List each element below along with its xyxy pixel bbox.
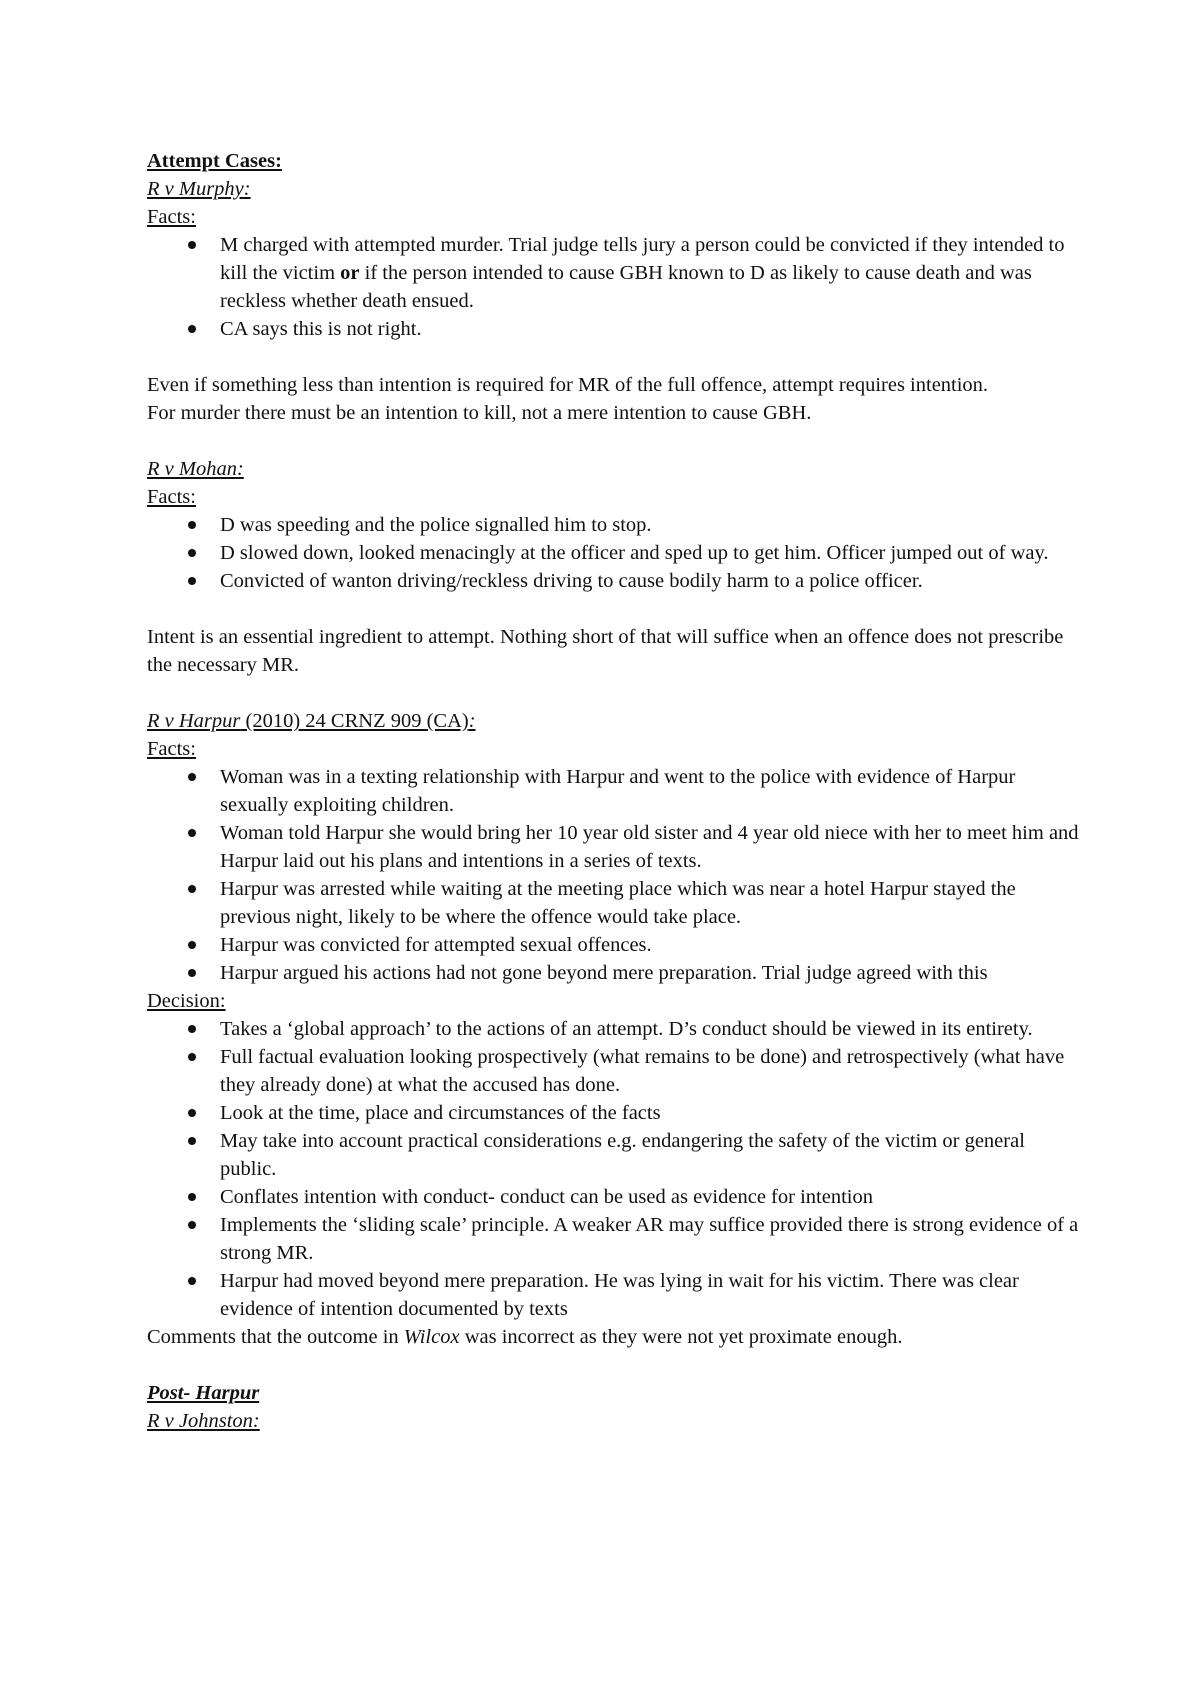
case-heading-johnston: R v Johnston: <box>147 1410 260 1432</box>
list-item: Woman was in a texting relationship with Harpur and went to the police with evidence of Harpur sexually exploiting children. <box>147 763 1080 819</box>
list-item: CA says this is not right. <box>147 315 1080 343</box>
list-item: Harpur was arrested while waiting at the meeting place which was near a hotel Harpur stayed the previous night, likely to be where the offence would take place. <box>147 875 1080 931</box>
paragraph: Intent is an essential ingredient to attempt. Nothing short of that will suffice when an offence does not prescribe the necessary MR. <box>147 626 1064 676</box>
decision-label: Decision: <box>147 990 226 1012</box>
post-harpur-section <box>147 1379 1080 1435</box>
facts-list <box>147 511 1080 595</box>
case-heading-harpur: R v Harpur (2010) 24 CRNZ 909 (CA): <box>147 710 476 732</box>
list-item: Full factual evaluation looking prospectively (what remains to be done) and retrospectively (what have they already done) at what the accused has done. <box>147 1043 1080 1099</box>
list-item: Woman told Harpur she would bring her 10 year old sister and 4 year old niece with her to meet him and Harpur laid out his plans and intentions in a series of texts. <box>147 819 1080 875</box>
list-item: Harpur was convicted for attempted sexual offences. <box>147 931 1080 959</box>
case-mohan <box>147 455 1080 679</box>
case-harpur <box>147 707 1080 1351</box>
list-item: Look at the time, place and circumstances of the facts <box>147 1099 1080 1127</box>
case-heading-mohan: R v Mohan: <box>147 458 244 480</box>
case-murphy <box>147 175 1080 427</box>
list-item: Convicted of wanton driving/reckless driving to cause bodily harm to a police officer. <box>147 567 1080 595</box>
facts-label: Facts: <box>147 738 196 760</box>
list-item: Conflates intention with conduct- conduct can be used as evidence for intention <box>147 1183 1080 1211</box>
list-item: D slowed down, looked menacingly at the officer and sped up to get him. Officer jumped out of way. <box>147 539 1080 567</box>
list-item: Takes a ‘global approach’ to the actions of an attempt. D’s conduct should be viewed in its entirety. <box>147 1015 1080 1043</box>
paragraph: For murder there must be an intention to kill, not a mere intention to cause GBH. <box>147 402 812 424</box>
list-item: May take into account practical considerations e.g. endangering the safety of the victim or general public. <box>147 1127 1080 1183</box>
facts-list <box>147 231 1080 343</box>
post-harpur-heading: Post- Harpur <box>147 1382 260 1404</box>
comment-paragraph: Comments that the outcome in Wilcox was incorrect as they were not yet proximate enough. <box>147 1326 903 1348</box>
document-title: Attempt Cases: <box>147 150 282 172</box>
list-item: M charged with attempted murder. Trial judge tells jury a person could be convicted if they intended to kill the victim or if the person intended to cause GBH known to D as likely to cause death and was reckless whether death ensued. <box>147 231 1080 315</box>
facts-label: Facts: <box>147 486 196 508</box>
list-item: D was speeding and the police signalled him to stop. <box>147 511 1080 539</box>
list-item: Harpur argued his actions had not gone beyond mere preparation. Trial judge agreed with this <box>147 959 1080 987</box>
paragraph: Even if something less than intention is required for MR of the full offence, attempt requires intention. <box>147 374 989 396</box>
case-heading-murphy: R v Murphy: <box>147 178 251 200</box>
facts-list <box>147 763 1080 987</box>
list-item: Harpur had moved beyond mere preparation. He was lying in wait for his victim. There was clear evidence of intention documented by texts <box>147 1267 1080 1323</box>
list-item: Implements the ‘sliding scale’ principle. A weaker AR may suffice provided there is strong evidence of a strong MR. <box>147 1211 1080 1267</box>
decision-list <box>147 1015 1080 1323</box>
facts-label: Facts: <box>147 206 196 228</box>
